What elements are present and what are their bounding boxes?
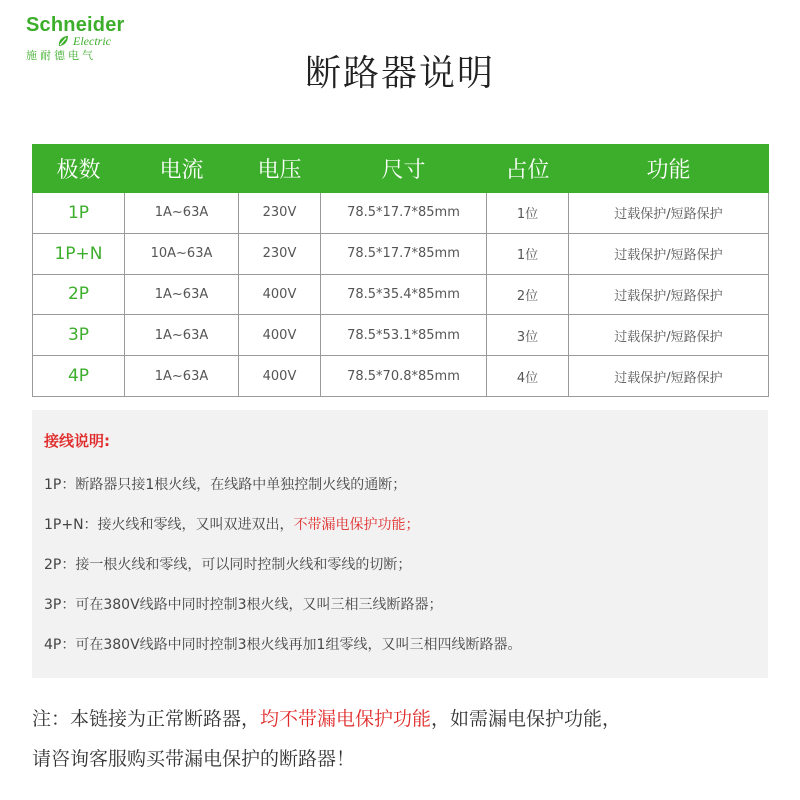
cell-poles: 3P <box>33 315 125 356</box>
table-row <box>33 356 769 397</box>
cell-poles: 1P+N <box>33 233 125 274</box>
cell-function: 过载保护/短路保护 <box>569 193 769 234</box>
cell-slots: 2位 <box>487 274 569 315</box>
cell-size: 78.5*17.7*85mm <box>321 193 487 234</box>
table-row <box>33 233 769 274</box>
table-row <box>33 193 769 234</box>
cell-slots: 1位 <box>487 233 569 274</box>
cell-current: 1A~63A <box>125 356 239 397</box>
leaf-logo-icon <box>56 34 70 48</box>
wiring-line-4p <box>44 634 521 654</box>
note-line-1 <box>32 704 621 731</box>
header-size: 尺寸 <box>321 145 487 193</box>
logo-sub-text: Electric <box>73 34 111 48</box>
wiring-instructions-panel <box>32 410 768 678</box>
cell-slots: 3位 <box>487 315 569 356</box>
cell-voltage: 400V <box>239 274 321 315</box>
cell-current: 1A~63A <box>125 274 239 315</box>
spec-table-header-row <box>33 145 769 193</box>
cell-size: 78.5*17.7*85mm <box>321 233 487 274</box>
cell-voltage: 400V <box>239 315 321 356</box>
wiring-line-text: 1P：断路器只接1根火线，在线路中单独控制火线的通断； <box>44 477 407 493</box>
wiring-line-1pn <box>44 514 420 534</box>
wiring-line-text: 3P：可在380V线路中同时控制3根火线，又叫三相三线断路器； <box>44 597 443 613</box>
table-row <box>33 274 769 315</box>
note-text-end: ，如需漏电保护功能， <box>431 708 622 730</box>
header-voltage: 电压 <box>239 145 321 193</box>
logo-chinese-name: 施耐德电气 <box>26 49 96 62</box>
cell-function: 过载保护/短路保护 <box>569 233 769 274</box>
cell-size: 78.5*53.1*85mm <box>321 315 487 356</box>
cell-poles: 2P <box>33 274 125 315</box>
cell-voltage: 230V <box>239 193 321 234</box>
cell-function: 过载保护/短路保护 <box>569 274 769 315</box>
cell-current: 10A~63A <box>125 233 239 274</box>
cell-poles: 1P <box>33 193 125 234</box>
note-warning-text: 均不带漏电保护功能 <box>260 708 432 730</box>
cell-function: 过载保护/短路保护 <box>569 315 769 356</box>
wiring-line-text: 2P：接一根火线和零线，可以同时控制火线和零线的切断； <box>44 557 412 573</box>
wiring-warning-text: 不带漏电保护功能； <box>293 517 420 533</box>
cell-size: 78.5*70.8*85mm <box>321 356 487 397</box>
spec-table <box>32 144 769 397</box>
cell-current: 1A~63A <box>125 315 239 356</box>
wiring-line-text: 1P+N：接火线和零线，又叫双进双出， <box>44 517 294 533</box>
note-line-2 <box>32 744 355 771</box>
logo-brand-text: Schneider <box>26 14 125 36</box>
wiring-line-2p <box>44 554 411 574</box>
page-title: 断路器说明 <box>304 53 495 94</box>
cell-poles: 4P <box>33 356 125 397</box>
header-slots: 占位 <box>487 145 569 193</box>
cell-voltage: 400V <box>239 356 321 397</box>
cell-voltage: 230V <box>239 233 321 274</box>
table-row <box>33 315 769 356</box>
note-text-line2: 请咨询客服购买带漏电保护的断路器！ <box>32 748 356 770</box>
wiring-title: 接线说明: <box>44 432 110 450</box>
logo-sub-row <box>56 34 156 48</box>
wiring-line-text: 4P：可在380V线路中同时控制3根火线再加1组零线，又叫三相四线断路器。 <box>44 637 522 653</box>
header-current: 电流 <box>125 145 239 193</box>
cell-current: 1A~63A <box>125 193 239 234</box>
note-text-start: 注：本链接为正常断路器， <box>32 708 261 730</box>
cell-size: 78.5*35.4*85mm <box>321 274 487 315</box>
header-function: 功能 <box>569 145 769 193</box>
wiring-line-3p <box>44 594 443 614</box>
cell-function: 过载保护/短路保护 <box>569 356 769 397</box>
header-poles: 极数 <box>33 145 125 193</box>
cell-slots: 1位 <box>487 193 569 234</box>
cell-slots: 4位 <box>487 356 569 397</box>
wiring-line-1p <box>44 474 406 494</box>
